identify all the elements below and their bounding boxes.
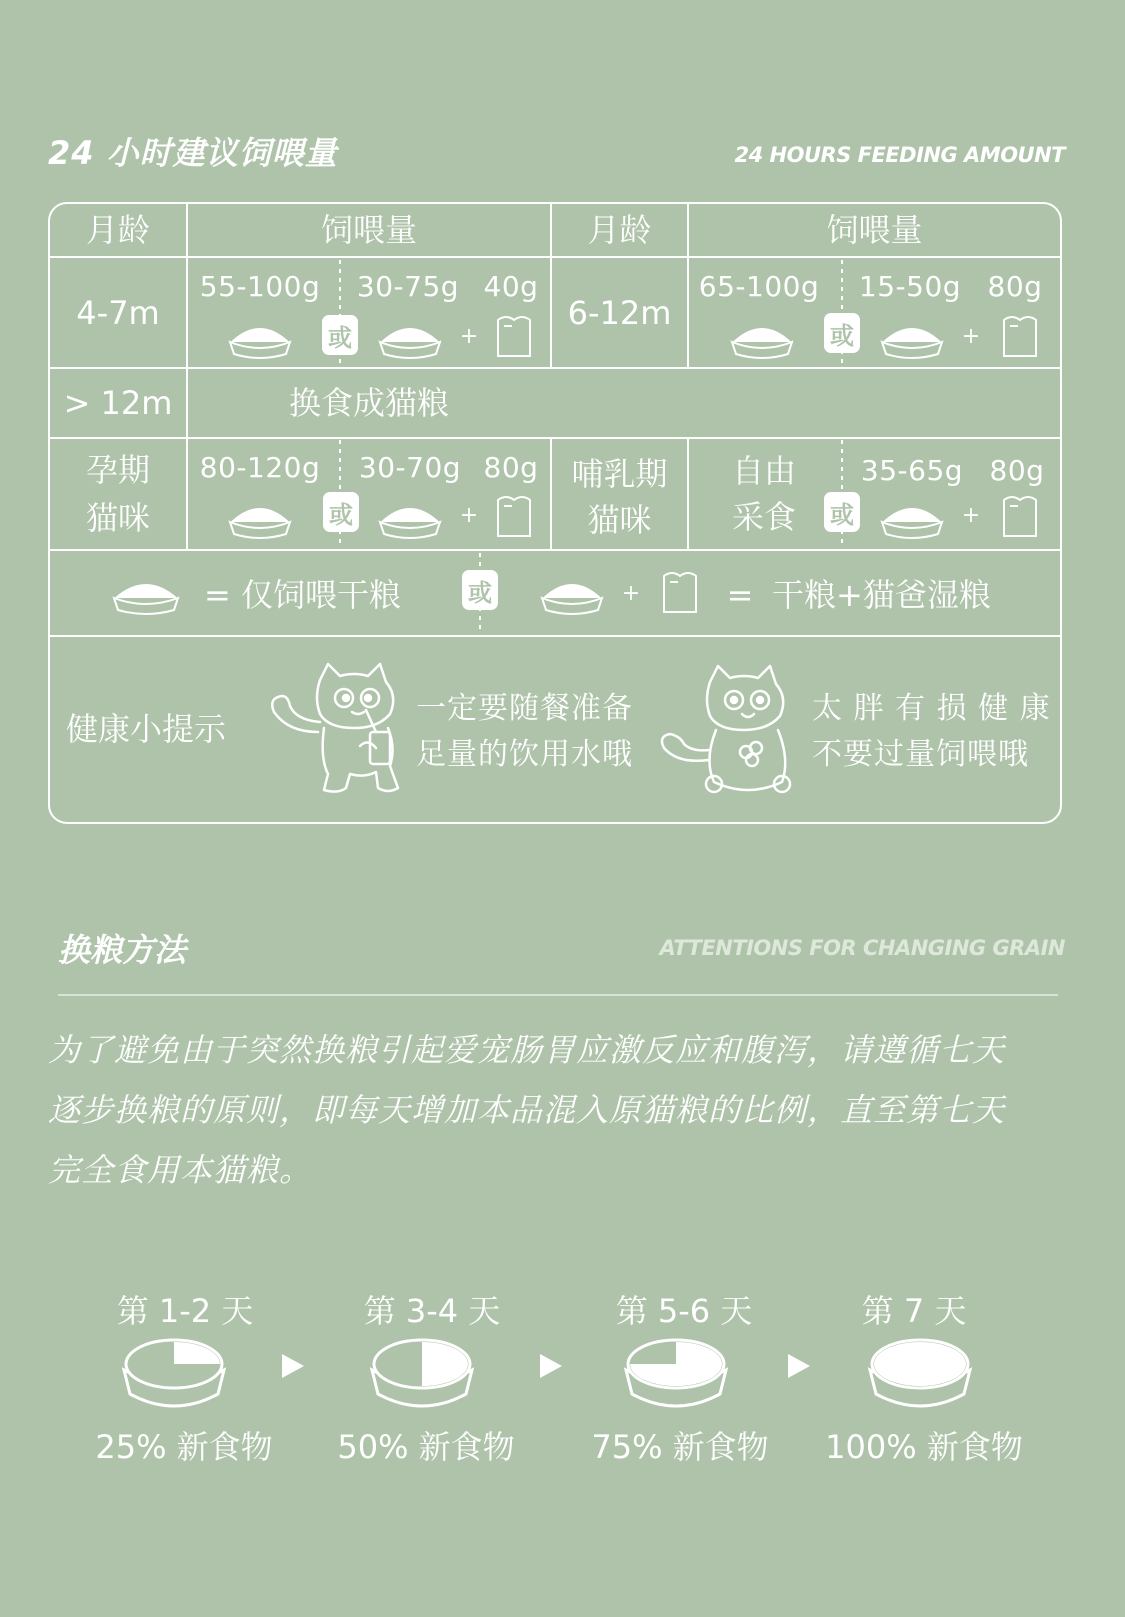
dry-food-bowl-icon — [110, 574, 182, 616]
legend-dry-plus-wet: 干粮+猫爸湿粮 — [772, 576, 991, 614]
tip2-line2: 不要过量饲喂哦 — [812, 737, 1029, 772]
arrow-right-icon — [280, 1352, 306, 1380]
age-pregnant-line2: 猫咪 — [85, 499, 150, 537]
step-percent-label: 100% 新食物 — [825, 1428, 1023, 1466]
wet-food-pouch-icon — [1002, 312, 1038, 358]
switch-to-adult-food: 换食成猫粮 — [288, 384, 449, 422]
arrow-right-icon — [786, 1352, 812, 1380]
amount-mixed-dry: 30-75g — [356, 269, 460, 303]
bowl-fill-100-icon — [866, 1334, 974, 1410]
plus-sign: + — [459, 503, 479, 529]
dry-food-bowl-icon — [538, 574, 606, 616]
or-badge: 或 — [323, 492, 359, 532]
wet-food-pouch-icon — [1002, 492, 1038, 538]
age-pregnant-line1: 孕期 — [85, 451, 150, 489]
step-percent-label: 50% 新食物 — [337, 1428, 515, 1466]
plus-sign: + — [961, 324, 981, 350]
amount-wet: 80g — [987, 269, 1043, 303]
free-feeding-line1: 自由 — [731, 452, 796, 490]
bowl-fill-75-icon — [622, 1334, 730, 1410]
plus-sign: + — [961, 503, 981, 529]
step-day-label: 第 7 天 — [861, 1292, 967, 1330]
dry-food-bowl-icon — [226, 318, 294, 360]
plus-sign: + — [621, 581, 641, 607]
amount-wet: 80g — [483, 450, 539, 484]
bowl-fill-level — [174, 1342, 220, 1364]
bowl-fill-50-icon — [368, 1334, 476, 1410]
health-tips-label: 健康小提示 — [66, 710, 227, 748]
amount-dry: 65-100g — [698, 269, 820, 303]
step-day-label: 第 1-2 天 — [116, 1292, 254, 1330]
paragraph-line-3: 完全食用本猫粮。 — [48, 1151, 313, 1189]
wet-food-pouch-icon — [496, 312, 532, 358]
dry-food-bowl-icon — [728, 318, 796, 360]
age-nursing-line1: 哺乳期 — [571, 455, 668, 493]
free-feeding-line2: 采食 — [731, 498, 796, 536]
bowl-fill-level — [874, 1342, 966, 1386]
wet-food-pouch-icon — [496, 492, 532, 538]
col-head-amount-2: 饲喂量 — [826, 211, 923, 249]
amount-dry: 55-100g — [199, 269, 321, 303]
dry-food-bowl-icon — [226, 498, 294, 540]
or-badge: 或 — [322, 315, 358, 355]
or-badge: 或 — [824, 313, 860, 353]
age-6-12m: 6-12m — [567, 293, 672, 332]
amount-mixed-dry: 15-50g — [858, 269, 962, 303]
col-head-age: 月龄 — [85, 211, 150, 249]
or-badge: 或 — [824, 492, 860, 532]
plus-sign: + — [459, 324, 479, 350]
age-4-7m: 4-7m — [76, 293, 160, 332]
col-head-amount: 饲喂量 — [320, 211, 417, 249]
tip2-line1: 太 胖 有 损 健 康 — [812, 691, 1051, 726]
amount-wet: 80g — [989, 453, 1045, 487]
amount-mixed-dry: 30-70g — [358, 450, 462, 484]
paragraph-line-1: 为了避免由于突然换粮引起爱宠肠胃应激反应和腹泻，请遵循七天 — [48, 1031, 1006, 1069]
wet-food-pouch-icon — [662, 568, 698, 614]
cat-eating-icon — [658, 664, 808, 796]
amount-dry: 80-120g — [199, 450, 321, 484]
step-percent-label: 75% 新食物 — [591, 1428, 769, 1466]
changing-method-title: 换粮方法 — [58, 931, 187, 969]
feeding-title-en: 24 HOURS FEEDING AMOUNT — [734, 143, 1065, 167]
legend-dry-only: = 仅饲喂干粮 — [204, 576, 401, 614]
col-head-age-2: 月龄 — [587, 211, 652, 249]
cat-drinking-icon — [268, 662, 414, 798]
arrow-right-icon — [538, 1352, 564, 1380]
changing-method-paragraph — [48, 1020, 1088, 1200]
tip1-line1: 一定要随餐准备 — [416, 691, 633, 726]
dry-food-bowl-icon — [878, 498, 946, 540]
amount-wet: 40g — [483, 269, 539, 303]
legend-equals: = — [726, 576, 754, 614]
amount-mixed-dry: 35-65g — [860, 453, 964, 487]
step-percent-label: 25% 新食物 — [95, 1428, 273, 1466]
step-day-label: 第 5-6 天 — [615, 1292, 753, 1330]
dry-food-bowl-icon — [376, 318, 444, 360]
tip1-line2: 足量的饮用水哦 — [416, 737, 633, 772]
dry-food-bowl-icon — [878, 318, 946, 360]
age-over-12m: > 12m — [63, 384, 173, 422]
step-day-label: 第 3-4 天 — [363, 1292, 501, 1330]
dry-food-bowl-icon — [376, 498, 444, 540]
paragraph-line-2: 逐步换粮的原则，即每天增加本品混入原猫粮的比例，直至第七天 — [48, 1091, 1006, 1129]
bowl-fill-25-icon — [120, 1334, 228, 1410]
age-nursing-line2: 猫咪 — [587, 501, 652, 539]
changing-method-title-en: ATTENTIONS FOR CHANGING GRAIN — [659, 936, 1065, 960]
or-badge: 或 — [462, 570, 498, 610]
feeding-title: 24 小时建议饲喂量 — [48, 134, 338, 172]
section-divider — [58, 994, 1058, 996]
